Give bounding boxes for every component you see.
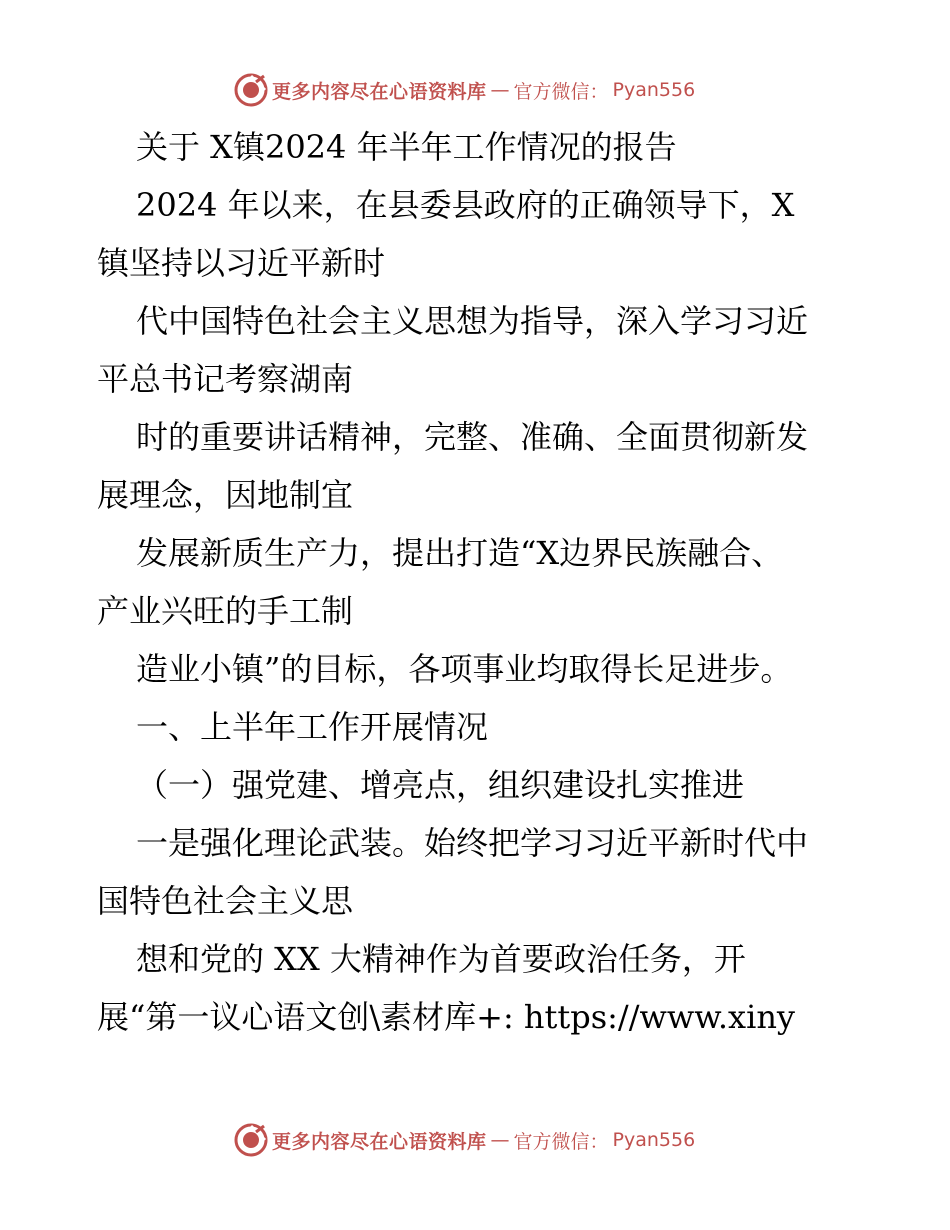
paragraph-line: 发展新质生产力，提出打造“X边界民族融合、	[136, 534, 784, 572]
document-title: 关于 X镇2024 年半年工作情况的报告	[136, 128, 677, 166]
brand-logo-icon	[234, 73, 268, 107]
paragraph-line: 镇坚持以习近平新时	[97, 244, 386, 282]
paragraph-line: 产业兴旺的手工制	[97, 592, 354, 630]
banner-wechat-label: 官方微信：	[513, 1130, 609, 1153]
section-heading: 一、上半年工作开展情况	[136, 708, 489, 746]
banner-separator: —	[490, 79, 510, 101]
paragraph-line: 代中国特色社会主义思想为指导，深入学习习近	[136, 302, 809, 340]
paragraph-line: 展理念，因地制宜	[97, 476, 354, 514]
banner-wechat-id: Pyan556	[612, 1129, 696, 1151]
banner-headline: 更多内容尽在心语资料库	[272, 1130, 487, 1153]
paragraph-line: 国特色社会主义思	[97, 882, 354, 920]
brand-logo-icon	[234, 1123, 268, 1157]
paragraph-line: 2024 年以来，在县委县政府的正确领导下，X	[136, 186, 795, 224]
paragraph-line: 想和党的 XX 大精神作为首要政治任务，开	[136, 940, 746, 978]
paragraph-line: 平总书记考察湖南	[97, 360, 354, 398]
paragraph-line: 时的重要讲话精神，完整、准确、全面贯彻新发	[136, 418, 809, 456]
banner-headline: 更多内容尽在心语资料库	[272, 80, 487, 103]
subsection-heading: （一）强党建、增亮点，组织建设扎实推进	[136, 766, 745, 804]
header-banner	[234, 73, 695, 107]
banner-wechat-id: Pyan556	[612, 79, 696, 101]
paragraph-line: 展“第一议心语文创\素材库+: https://www.xiny	[97, 998, 796, 1036]
banner-separator: —	[490, 1129, 510, 1151]
paragraph-line: 一是强化理论武装。始终把学习习近平新时代中	[136, 824, 809, 862]
banner-wechat-label: 官方微信：	[513, 80, 609, 103]
footer-banner	[234, 1123, 695, 1157]
paragraph-line: 造业小镇”的目标，各项事业均取得长足进步。	[136, 650, 793, 688]
